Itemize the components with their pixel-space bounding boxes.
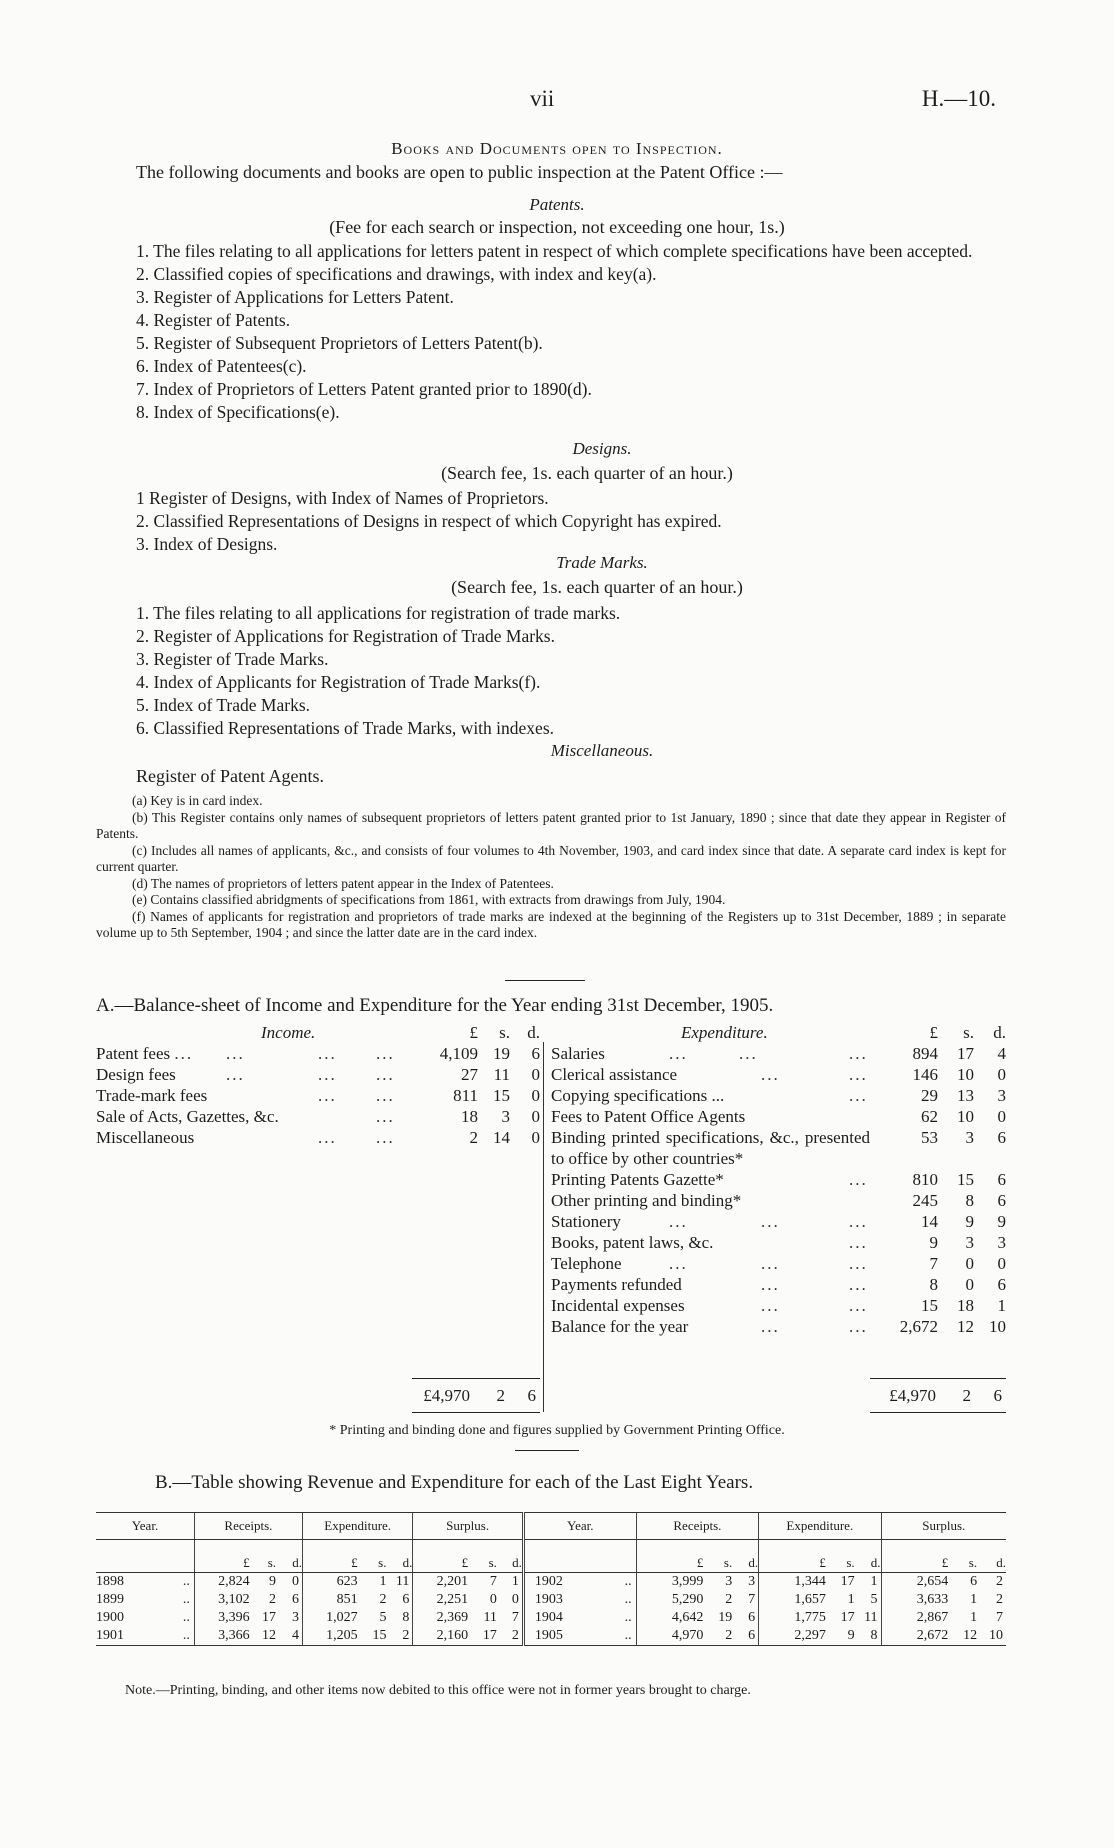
expenditure-row: Printing Patents Gazette* ... 810 15 6 xyxy=(551,1170,1006,1189)
receipts-shillings: 19 xyxy=(718,1610,733,1625)
expenditure-row: Books, patent laws, &c. ... 9 3 3 xyxy=(551,1233,1006,1252)
expenditure-label: Copying specifications ... xyxy=(551,1086,725,1105)
receipts-shillings: 2 xyxy=(269,1592,277,1607)
receipts-pounds: 4,970 xyxy=(636,1627,703,1646)
list-item: 6. Classified Representations of Trade Marks, with indexes. xyxy=(136,718,555,738)
income-total-shillings: 2 xyxy=(496,1386,505,1405)
income-panel xyxy=(96,1022,540,1148)
expenditure-label: Books, patent laws, &c. xyxy=(551,1233,714,1252)
receipts-pence: 7 xyxy=(748,1592,756,1607)
income-label: Design fees xyxy=(96,1065,176,1084)
list-item: 2. Classified copies of specifications and drawings, with index and key(a). xyxy=(136,264,657,284)
expenditure-label: Printing Patents Gazette* xyxy=(551,1170,724,1189)
patents-fee: (Fee for each search or inspection, not exceeding one hour, 1s.) xyxy=(329,217,785,237)
year-cell: 1900 xyxy=(96,1610,124,1625)
expenditure-pounds: 623 xyxy=(302,1573,357,1592)
surplus-shillings: 1 xyxy=(970,1610,978,1625)
expenditure-row: Payments refunded ... ... 8 0 6 xyxy=(551,1275,1006,1294)
col-surplus: Surplus. xyxy=(413,1513,523,1540)
surplus-pence: 10 xyxy=(977,1627,1006,1646)
trade-marks-list xyxy=(96,602,1006,740)
receipts-shillings: 9 xyxy=(269,1574,277,1589)
surplus-pounds: 2,251 xyxy=(413,1591,468,1609)
expenditure-heading: Expenditure. xyxy=(681,1023,768,1042)
list-item: 2. Classified Representations of Designs in respect of which Copyright has expired. xyxy=(136,511,722,531)
column-divider xyxy=(543,1042,544,1412)
expenditure-row xyxy=(551,1106,1006,1127)
designs-fee: (Search fee, 1s. each quarter of an hour.) xyxy=(441,463,733,483)
expenditure-pence: 10 xyxy=(989,1317,1006,1336)
income-pence: 0 xyxy=(531,1128,540,1147)
expenditure-pounds: 1,344 xyxy=(759,1573,826,1592)
leader-dots: .. xyxy=(182,1592,190,1607)
income-pence: 0 xyxy=(531,1086,540,1105)
receipts-pence: 6 xyxy=(748,1610,756,1625)
receipts-pounds: 3,999 xyxy=(636,1573,703,1592)
expenditure-pence: 9 xyxy=(997,1212,1006,1231)
expenditure-pence: 6 xyxy=(402,1592,410,1607)
section-divider xyxy=(505,980,585,981)
expenditure-total-underline xyxy=(870,1412,1006,1413)
surplus-pounds: 2,369 xyxy=(413,1609,468,1627)
receipts-pence: 6 xyxy=(732,1627,758,1646)
expenditure-pence: 4 xyxy=(997,1044,1006,1063)
expenditure-label: Fees to Patent Office Agents xyxy=(551,1107,746,1126)
expenditure-pence: 0 xyxy=(997,1065,1006,1084)
trade-marks-fee: (Search fee, 1s. each quarter of an hour.) xyxy=(451,577,743,597)
surplus-shillings: 7 xyxy=(489,1574,497,1589)
expenditure-pounds: 1,027 xyxy=(302,1609,357,1627)
footnote: (e) Contains classified abridgments of specifications from 1861, with extracts from drawings from July, 1904. xyxy=(132,892,726,907)
table-row xyxy=(96,1573,1006,1592)
receipts-pounds: 2,824 xyxy=(194,1573,249,1592)
expenditure-pounds: 29 xyxy=(921,1086,938,1105)
expenditure-shillings: 17 xyxy=(957,1044,974,1063)
expenditure-shillings: 18 xyxy=(957,1296,974,1315)
unit-shillings: s. xyxy=(358,1540,387,1573)
col-expenditure: Expenditure. xyxy=(759,1513,881,1540)
expenditure-label: Incidental expenses xyxy=(551,1296,685,1315)
list-item: 7. Index of Proprietors of Letters Patent granted prior to 1890(d). xyxy=(136,379,592,399)
receipts-pounds: 5,290 xyxy=(636,1591,703,1609)
income-shillings: 19 xyxy=(493,1044,510,1063)
surplus-pence: 2 xyxy=(497,1627,523,1646)
leader-dots: .. xyxy=(624,1610,632,1625)
year-cell: 1903 xyxy=(523,1591,600,1609)
list-item: 8. Index of Specifications(e). xyxy=(136,402,340,422)
expenditure-table xyxy=(551,1022,1006,1337)
surplus-pounds: 3,633 xyxy=(881,1591,948,1609)
receipts-shillings: 3 xyxy=(725,1574,733,1589)
unit-pounds: £ xyxy=(759,1540,826,1573)
expenditure-row: Balance for the year ... ... 2,672 12 10 xyxy=(551,1317,1006,1336)
col-expenditure: Expenditure. xyxy=(302,1513,412,1540)
unit-shillings: s. xyxy=(468,1540,497,1573)
document-reference: H.—10. xyxy=(921,86,996,111)
list-item: 6. Index of Patentees(c). xyxy=(136,356,307,376)
expenditure-shillings: 3 xyxy=(965,1128,974,1147)
expenditure-shillings: 1 xyxy=(379,1574,387,1589)
expenditure-pence: 6 xyxy=(997,1191,1006,1210)
expenditure-label: Salaries xyxy=(551,1044,605,1063)
expenditure-pence: 8 xyxy=(855,1627,881,1646)
expenditure-pounds: 53 xyxy=(921,1128,938,1147)
col-year: Year. xyxy=(96,1513,194,1540)
shillings-col-header: s. xyxy=(963,1023,974,1042)
year-cell: 1902 xyxy=(523,1573,600,1592)
table-row xyxy=(96,1627,1006,1646)
receipts-shillings: 17 xyxy=(262,1610,277,1625)
expenditure-pence: 0 xyxy=(997,1254,1006,1273)
expenditure-shillings: 17 xyxy=(840,1610,855,1625)
misc-item: Register of Patent Agents. xyxy=(136,766,324,786)
year-cell: 1898 xyxy=(96,1574,124,1589)
income-total-pounds: £4,970 xyxy=(423,1386,470,1405)
footnotes xyxy=(96,793,1006,942)
footnote: (f) Names of applicants for registration and proprietors of trade marks are indexed at the beginning of the Registers up to 31st December, 1889 ; in separate volume up to 5th September, 1904 ; and since the latter date are in the card index. xyxy=(96,908,1006,940)
expenditure-pounds: 1,775 xyxy=(759,1609,826,1627)
trade-marks-heading: Trade Marks. xyxy=(556,553,648,572)
expenditure-pence: 1 xyxy=(997,1296,1006,1315)
year-cell: 1899 xyxy=(96,1592,124,1607)
expenditure-shillings: 1 xyxy=(847,1592,855,1607)
expenditure-row: Copying specifications ... ... 29 13 3 xyxy=(551,1086,1006,1105)
expenditure-row xyxy=(551,1190,1006,1211)
expenditure-pounds: 894 xyxy=(912,1044,938,1063)
unit-pence: d. xyxy=(855,1540,881,1573)
expenditure-shillings: 0 xyxy=(965,1254,974,1273)
receipts-shillings: 2 xyxy=(725,1592,733,1607)
surplus-shillings: 12 xyxy=(948,1627,977,1646)
receipts-pounds: 3,396 xyxy=(194,1609,249,1627)
expenditure-shillings: 0 xyxy=(965,1275,974,1294)
pounds-col-header: £ xyxy=(469,1023,478,1042)
surplus-pounds: 2,654 xyxy=(881,1573,948,1592)
expenditure-label: Telephone xyxy=(551,1254,622,1273)
expenditure-shillings: 9 xyxy=(965,1212,974,1231)
list-item: 1. The files relating to all applications for registration of trade marks. xyxy=(136,603,621,623)
leader-dots: .. xyxy=(182,1574,190,1589)
expenditure-pence: 11 xyxy=(864,1610,878,1625)
list-item: 3. Index of Designs. xyxy=(136,534,278,554)
unit-pounds: £ xyxy=(881,1540,948,1573)
expenditure-row: Incidental expenses ... ... 15 18 1 xyxy=(551,1296,1006,1315)
expenditure-pounds: 62 xyxy=(921,1107,938,1126)
surplus-pence: 0 xyxy=(511,1592,519,1607)
unit-pence: d. xyxy=(977,1540,1006,1573)
income-label: Sale of Acts, Gazettes, &c. xyxy=(96,1107,279,1126)
expenditure-shillings: 3 xyxy=(965,1233,974,1252)
expenditure-shillings: 15 xyxy=(358,1627,387,1646)
income-pounds: 18 xyxy=(461,1107,478,1126)
expenditure-pence: 6 xyxy=(997,1128,1006,1147)
list-item: 5. Register of Subsequent Proprietors of Letters Patent(b). xyxy=(136,333,543,353)
surplus-pounds: 2,160 xyxy=(413,1627,468,1646)
revenue-expenditure-table xyxy=(96,1512,1006,1646)
income-pounds: 27 xyxy=(461,1065,478,1084)
pence-col-header: d. xyxy=(527,1023,540,1042)
unit-pence: d. xyxy=(276,1540,302,1573)
income-row: Miscellaneous ... ... 2 14 0 xyxy=(96,1128,540,1147)
income-label: Trade-mark fees xyxy=(96,1086,208,1105)
patents-heading: Patents. xyxy=(529,195,585,214)
list-item: 2. Register of Applications for Registration of Trade Marks. xyxy=(136,626,555,646)
expenditure-pounds: 851 xyxy=(302,1591,357,1609)
surplus-pence: 7 xyxy=(511,1610,519,1625)
receipts-pence: 3 xyxy=(291,1610,299,1625)
expenditure-shillings: 10 xyxy=(957,1107,974,1126)
year-cell: 1904 xyxy=(523,1609,600,1627)
list-item: 4. Index of Applicants for Registration of Trade Marks(f). xyxy=(136,672,541,692)
section-divider xyxy=(515,1450,579,1451)
expenditure-total-shillings: 2 xyxy=(962,1386,971,1405)
expenditure-pence: 6 xyxy=(997,1275,1006,1294)
expenditure-pounds: 1,657 xyxy=(759,1591,826,1609)
income-shillings: 15 xyxy=(493,1086,510,1105)
leader-dots: .. xyxy=(624,1592,632,1607)
income-pence: 0 xyxy=(531,1107,540,1126)
col-receipts: Receipts. xyxy=(636,1513,758,1540)
expenditure-pence: 8 xyxy=(402,1610,410,1625)
income-row: Sale of Acts, Gazettes, &c. ... 18 3 0 xyxy=(96,1107,540,1126)
misc-heading: Miscellaneous. xyxy=(550,741,654,760)
income-row: Trade-mark fees ... ... 811 15 0 xyxy=(96,1086,540,1105)
receipts-pounds: 4,642 xyxy=(636,1609,703,1627)
list-item: 1. The files relating to all applications for letters patent in respect of which complete specifications have been accepted. xyxy=(136,241,973,261)
surplus-shillings: 17 xyxy=(468,1627,497,1646)
expenditure-label: Clerical assistance xyxy=(551,1065,678,1084)
designs-heading: Designs. xyxy=(572,439,632,458)
footnote: (a) Key is in card index. xyxy=(132,793,263,808)
expenditure-pounds: 810 xyxy=(912,1170,938,1189)
table-b-title: B.—Table showing Revenue and Expenditure for each of the Last Eight Years. xyxy=(155,1472,754,1493)
surplus-pounds: 2,672 xyxy=(881,1627,948,1646)
income-pence: 0 xyxy=(531,1065,540,1084)
expenditure-total-pounds: £4,970 xyxy=(889,1386,936,1405)
col-year: Year. xyxy=(523,1513,636,1540)
unit-shillings: s. xyxy=(948,1540,977,1573)
surplus-pence: 2 xyxy=(996,1592,1003,1607)
list-item: 5. Index of Trade Marks. xyxy=(136,695,311,715)
expenditure-label: Payments refunded xyxy=(551,1275,682,1294)
patents-list xyxy=(96,240,1006,424)
expenditure-row xyxy=(551,1127,1006,1169)
expenditure-row: Clerical assistance ... ... 146 10 0 xyxy=(551,1065,1006,1084)
unit-pence: d. xyxy=(497,1540,523,1573)
expenditure-shillings: 13 xyxy=(957,1086,974,1105)
expenditure-total-pence: 6 xyxy=(993,1386,1002,1405)
footnote: (d) The names of proprietors of letters patent appear in the Index of Patentees. xyxy=(132,875,554,891)
unit-pounds: £ xyxy=(194,1540,249,1573)
expenditure-label: Balance for the year xyxy=(551,1317,689,1336)
expenditure-pence: 0 xyxy=(997,1107,1006,1126)
surplus-pence: 2 xyxy=(996,1574,1003,1589)
unit-shillings: s. xyxy=(703,1540,732,1573)
list-item: 3. Register of Trade Marks. xyxy=(136,649,329,669)
surplus-pence: 7 xyxy=(996,1610,1003,1625)
books-intro: The following documents and books are open to public inspection at the Patent Office :— xyxy=(136,162,783,182)
expenditure-label: Binding printed specifications, &c., presented to office by other countries* xyxy=(551,1128,870,1168)
expenditure-shillings: 2 xyxy=(379,1592,387,1607)
table-b-note: Note.—Printing, binding, and other items now debited to this office were not in former years brought to charge. xyxy=(125,1683,751,1698)
expenditure-pence: 3 xyxy=(997,1233,1006,1252)
expenditure-pounds: 15 xyxy=(921,1296,938,1315)
table-b-rows xyxy=(96,1573,1006,1646)
leader-dots: .. xyxy=(624,1574,632,1589)
expenditure-row: Telephone ... ... ... 7 0 0 xyxy=(551,1254,1006,1273)
income-label: Miscellaneous xyxy=(96,1128,195,1147)
expenditure-shillings: 10 xyxy=(957,1065,974,1084)
income-pounds: 2 xyxy=(469,1128,478,1147)
unit-shillings: s. xyxy=(250,1540,276,1573)
surplus-shillings: 11 xyxy=(483,1610,497,1625)
unit-shillings: s. xyxy=(826,1540,855,1573)
footnote: (b) This Register contains only names of subsequent proprietors of letters patent granted prior to 1st January, 1890 ; since that date they appear in Register of Patents. xyxy=(96,809,1006,841)
col-surplus: Surplus. xyxy=(881,1513,1006,1540)
books-section-title: Books and Documents open to Inspection. xyxy=(391,139,723,158)
income-shillings: 11 xyxy=(493,1065,510,1084)
shillings-col-header: s. xyxy=(499,1023,510,1042)
balance-footnote: * Printing and binding done and figures supplied by Government Printing Office. xyxy=(329,1423,785,1438)
col-receipts: Receipts. xyxy=(194,1513,302,1540)
receipts-pence: 3 xyxy=(748,1574,756,1589)
balance-sheet-title: A.—Balance-sheet of Income and Expenditure for the Year ending 31st December, 1905. xyxy=(96,995,774,1016)
expenditure-pounds: 9 xyxy=(929,1233,938,1252)
unit-pounds: £ xyxy=(413,1540,468,1573)
surplus-shillings: 0 xyxy=(489,1592,497,1607)
expenditure-pence: 3 xyxy=(997,1086,1006,1105)
receipts-pounds: 3,366 xyxy=(194,1627,249,1646)
income-heading: Income. xyxy=(261,1023,316,1042)
list-item: 1 Register of Designs, with Index of Names of Proprietors. xyxy=(136,488,549,508)
expenditure-shillings: 5 xyxy=(379,1610,387,1625)
list-item: 3. Register of Applications for Letters Patent. xyxy=(136,287,454,307)
expenditure-pounds: 146 xyxy=(912,1065,938,1084)
table-row xyxy=(96,1591,1006,1609)
income-row: Patent fees ... ... ... ... 4,109 19 6 xyxy=(96,1044,540,1063)
surplus-shillings: 1 xyxy=(970,1592,978,1607)
expenditure-shillings: 9 xyxy=(826,1627,855,1646)
income-table xyxy=(96,1022,540,1148)
expenditure-label: Other printing and binding* xyxy=(551,1191,742,1210)
year-cell: 1901 xyxy=(96,1627,170,1646)
receipts-shillings: 12 xyxy=(250,1627,276,1646)
expenditure-pence: 5 xyxy=(870,1592,878,1607)
expenditure-pence: 1 xyxy=(870,1574,878,1589)
income-pounds: 4,109 xyxy=(439,1044,478,1063)
units-row xyxy=(96,1540,1006,1573)
expenditure-shillings: 15 xyxy=(957,1170,974,1189)
designs-list xyxy=(96,487,1006,556)
leader-dots: .. xyxy=(170,1627,194,1646)
income-total-underline xyxy=(412,1412,540,1413)
pence-col-header: d. xyxy=(993,1023,1006,1042)
pounds-col-header: £ xyxy=(929,1023,938,1042)
table-row xyxy=(96,1609,1006,1627)
expenditure-shillings: 17 xyxy=(840,1574,855,1589)
expenditure-row: Salaries ... ... ... 894 17 4 xyxy=(551,1044,1006,1063)
leader-dots: .. xyxy=(182,1610,190,1625)
surplus-pence: 1 xyxy=(511,1574,519,1589)
income-shillings: 14 xyxy=(493,1128,510,1147)
year-cell: 1905 xyxy=(523,1627,600,1646)
receipts-pounds: 3,102 xyxy=(194,1591,249,1609)
income-row: Design fees ... ... ... 27 11 0 xyxy=(96,1065,540,1084)
leader-dots: .. xyxy=(600,1627,636,1646)
income-label: Patent fees xyxy=(96,1044,171,1063)
page-number: vii xyxy=(530,86,555,111)
expenditure-pence: 11 xyxy=(395,1574,410,1589)
expenditure-shillings: 8 xyxy=(965,1191,974,1210)
receipts-pence: 6 xyxy=(291,1592,299,1607)
expenditure-panel xyxy=(551,1022,1006,1337)
receipts-pence: 4 xyxy=(276,1627,302,1646)
surplus-pounds: 2,201 xyxy=(413,1573,468,1592)
income-pounds: 811 xyxy=(453,1086,478,1105)
expenditure-shillings: 12 xyxy=(957,1317,974,1336)
expenditure-pounds: 2,297 xyxy=(759,1627,826,1646)
receipts-pence: 0 xyxy=(291,1574,299,1589)
receipts-shillings: 2 xyxy=(703,1627,732,1646)
income-pence: 6 xyxy=(531,1044,540,1063)
expenditure-pounds: 7 xyxy=(929,1254,938,1273)
income-total-pence: 6 xyxy=(527,1386,536,1405)
footnote: (c) Includes all names of applicants, &c., and consists of four volumes to 4th November, 1903, and card index since that date. A separate card index is kept for current quarter. xyxy=(96,842,1006,874)
expenditure-total-rule xyxy=(870,1378,1006,1379)
income-shillings: 3 xyxy=(501,1107,510,1126)
unit-pounds: £ xyxy=(636,1540,703,1573)
unit-pence: d. xyxy=(732,1540,758,1573)
unit-pence: d. xyxy=(386,1540,412,1573)
expenditure-pence: 6 xyxy=(997,1170,1006,1189)
surplus-shillings: 6 xyxy=(970,1574,978,1589)
expenditure-row: Stationery ... ... ... 14 9 9 xyxy=(551,1212,1006,1231)
expenditure-pounds: 8 xyxy=(929,1275,938,1294)
expenditure-pence: 2 xyxy=(386,1627,412,1646)
surplus-pounds: 2,867 xyxy=(881,1609,948,1627)
list-item: 4. Register of Patents. xyxy=(136,310,291,330)
expenditure-pounds: 1,205 xyxy=(302,1627,357,1646)
expenditure-pounds: 14 xyxy=(921,1212,938,1231)
expenditure-label: Stationery xyxy=(551,1212,621,1231)
expenditure-pounds: 245 xyxy=(912,1191,938,1210)
expenditure-pounds: 2,672 xyxy=(899,1317,938,1336)
unit-pounds: £ xyxy=(302,1540,357,1573)
income-total-rule xyxy=(412,1378,540,1379)
